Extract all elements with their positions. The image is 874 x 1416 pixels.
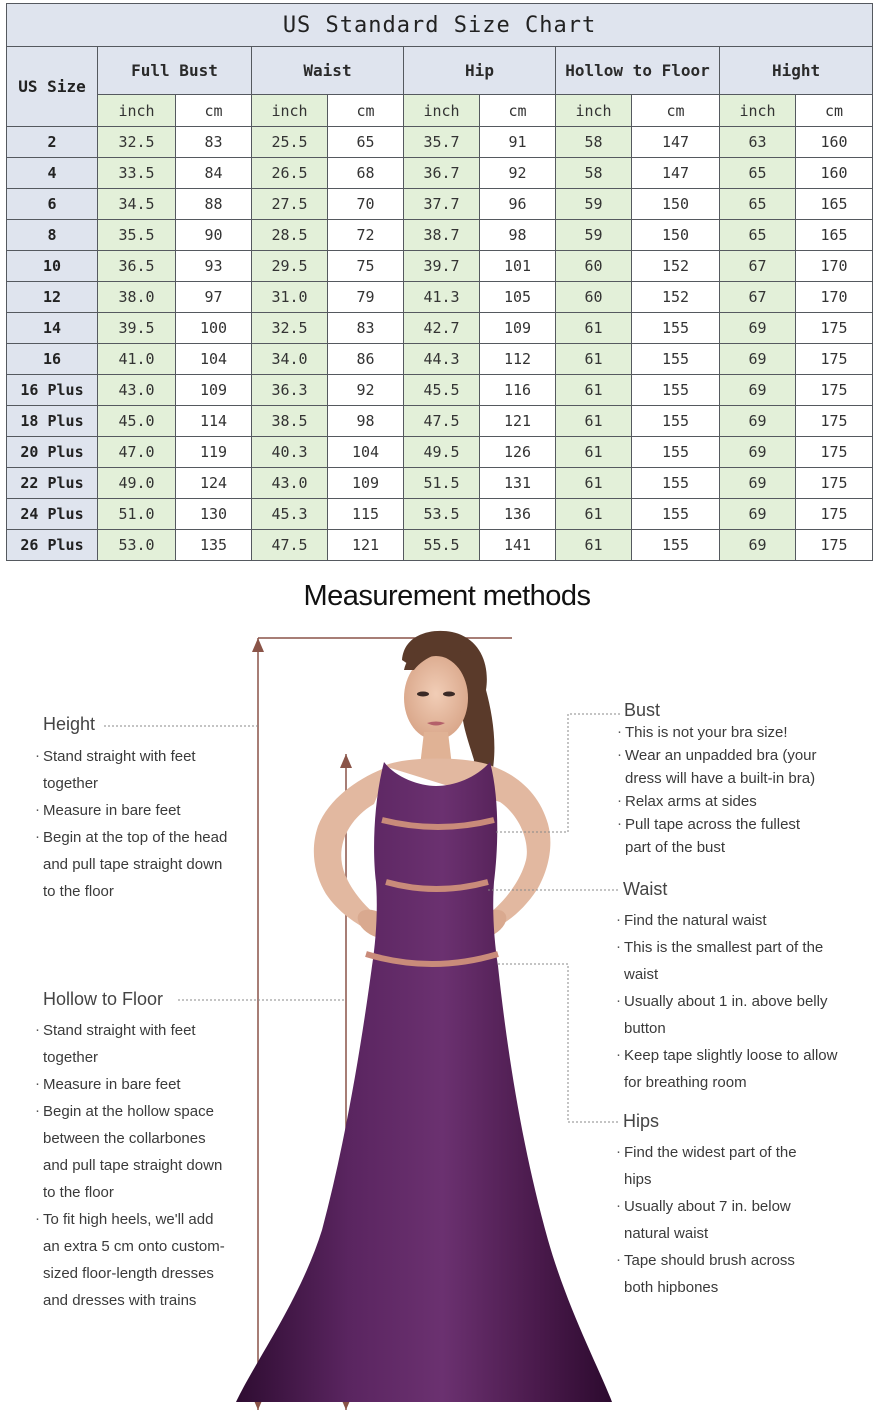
value-cell: 147 <box>632 158 720 189</box>
list-item: · Relax arms at sides <box>620 790 817 813</box>
table-row <box>7 406 873 437</box>
list-item: dress will have a built-in bra) <box>625 770 816 787</box>
size-cell: 10 <box>7 251 98 282</box>
height-arrow-top <box>252 638 264 652</box>
value-cell: 135 <box>176 530 252 561</box>
unit-header-cm: cm <box>328 95 404 127</box>
list-item: · This is not your bra size! <box>620 721 817 744</box>
value-cell: 36.5 <box>98 251 176 282</box>
value-cell: 41.0 <box>98 344 176 375</box>
unit-header-inch: inch <box>556 95 632 127</box>
list-item: · Stand straight with feet <box>38 1017 225 1044</box>
value-cell: 175 <box>796 499 873 530</box>
unit-header-cm: cm <box>632 95 720 127</box>
value-cell: 160 <box>796 127 873 158</box>
value-cell: 68 <box>328 158 404 189</box>
hips-heading: Hips <box>623 1111 660 1131</box>
value-cell: 61 <box>556 530 632 561</box>
list-item: · Stand straight with feet <box>38 743 227 770</box>
value-cell: 79 <box>328 282 404 313</box>
waist-heading: Waist <box>623 879 668 899</box>
value-cell: 69 <box>720 344 796 375</box>
size-chart-body <box>7 127 873 561</box>
value-cell: 155 <box>632 468 720 499</box>
value-cell: 119 <box>176 437 252 468</box>
value-cell: 175 <box>796 530 873 561</box>
us-size-header: US Size <box>7 47 98 127</box>
value-cell: 98 <box>328 406 404 437</box>
value-cell: 155 <box>632 406 720 437</box>
table-row <box>7 468 873 499</box>
list-item: natural waist <box>624 1225 709 1242</box>
value-cell: 42.7 <box>404 313 480 344</box>
value-cell: 155 <box>632 344 720 375</box>
value-cell: 109 <box>328 468 404 499</box>
value-cell: 27.5 <box>252 189 328 220</box>
value-cell: 112 <box>480 344 556 375</box>
bust-instructions <box>620 721 817 859</box>
value-cell: 26.5 <box>252 158 328 189</box>
value-cell: 97 <box>176 282 252 313</box>
list-item: together <box>43 1049 99 1066</box>
table-row <box>7 344 873 375</box>
value-cell: 37.7 <box>404 189 480 220</box>
table-row <box>7 375 873 406</box>
value-cell: 61 <box>556 375 632 406</box>
value-cell: 61 <box>556 468 632 499</box>
value-cell: 47.5 <box>252 530 328 561</box>
table-row <box>7 251 873 282</box>
value-cell: 155 <box>632 313 720 344</box>
value-cell: 36.7 <box>404 158 480 189</box>
value-cell: 175 <box>796 375 873 406</box>
value-cell: 69 <box>720 499 796 530</box>
value-cell: 41.3 <box>404 282 480 313</box>
table-row <box>7 530 873 561</box>
value-cell: 165 <box>796 189 873 220</box>
value-cell: 45.3 <box>252 499 328 530</box>
value-cell: 32.5 <box>98 127 176 158</box>
value-cell: 84 <box>176 158 252 189</box>
value-cell: 65 <box>720 220 796 251</box>
list-item: both hipbones <box>624 1279 719 1296</box>
list-item: · Keep tape slightly loose to allow <box>619 1042 837 1069</box>
value-cell: 38.0 <box>98 282 176 313</box>
value-cell: 155 <box>632 375 720 406</box>
list-item: · Measure in bare feet <box>38 1071 225 1098</box>
value-cell: 141 <box>480 530 556 561</box>
unit-header-inch: inch <box>98 95 176 127</box>
dress-shape <box>236 762 612 1402</box>
list-item: · This is the smallest part of the <box>619 934 837 961</box>
value-cell: 155 <box>632 530 720 561</box>
size-cell: 6 <box>7 189 98 220</box>
unit-header-cm: cm <box>796 95 873 127</box>
value-cell: 90 <box>176 220 252 251</box>
value-cell: 165 <box>796 220 873 251</box>
size-cell: 16 <box>7 344 98 375</box>
value-cell: 130 <box>176 499 252 530</box>
value-cell: 47.0 <box>98 437 176 468</box>
size-cell: 8 <box>7 220 98 251</box>
value-cell: 100 <box>176 313 252 344</box>
list-item: · Find the natural waist <box>619 907 837 934</box>
list-item: · Usually about 1 in. above belly <box>619 988 837 1015</box>
value-cell: 55.5 <box>404 530 480 561</box>
chart-title: US Standard Size Chart <box>7 4 873 47</box>
value-cell: 34.5 <box>98 189 176 220</box>
value-cell: 116 <box>480 375 556 406</box>
group-header-hight: Hight <box>720 47 873 95</box>
value-cell: 35.5 <box>98 220 176 251</box>
list-item: · To fit high heels, we'll add <box>38 1206 225 1233</box>
unit-header-cm: cm <box>480 95 556 127</box>
size-cell: 22 Plus <box>7 468 98 499</box>
value-cell: 92 <box>328 375 404 406</box>
size-cell: 26 Plus <box>7 530 98 561</box>
unit-header-inch: inch <box>404 95 480 127</box>
group-header-hollow-to-floor: Hollow to Floor <box>556 47 720 95</box>
table-row <box>7 282 873 313</box>
waist-instructions <box>619 907 837 1096</box>
value-cell: 131 <box>480 468 556 499</box>
value-cell: 104 <box>328 437 404 468</box>
value-cell: 105 <box>480 282 556 313</box>
value-cell: 28.5 <box>252 220 328 251</box>
height-heading: Height <box>43 714 96 734</box>
value-cell: 32.5 <box>252 313 328 344</box>
value-cell: 75 <box>328 251 404 282</box>
table-row <box>7 158 873 189</box>
value-cell: 72 <box>328 220 404 251</box>
value-cell: 60 <box>556 282 632 313</box>
measurement-figure <box>0 620 874 1416</box>
list-item: and dresses with trains <box>43 1292 197 1309</box>
value-cell: 83 <box>328 313 404 344</box>
value-cell: 60 <box>556 251 632 282</box>
value-cell: 53.5 <box>404 499 480 530</box>
list-item: and pull tape straight down <box>43 1157 223 1174</box>
value-cell: 43.0 <box>252 468 328 499</box>
value-cell: 150 <box>632 189 720 220</box>
table-row <box>7 499 873 530</box>
size-cell: 18 Plus <box>7 406 98 437</box>
value-cell: 51.5 <box>404 468 480 499</box>
group-header-waist: Waist <box>252 47 404 95</box>
value-cell: 83 <box>176 127 252 158</box>
value-cell: 91 <box>480 127 556 158</box>
table-row <box>7 313 873 344</box>
unit-header-inch: inch <box>252 95 328 127</box>
value-cell: 170 <box>796 251 873 282</box>
value-cell: 155 <box>632 499 720 530</box>
list-item: between the collarbones <box>43 1130 206 1147</box>
list-item: together <box>43 775 99 792</box>
value-cell: 69 <box>720 468 796 499</box>
table-row <box>7 437 873 468</box>
table-row <box>7 189 873 220</box>
value-cell: 114 <box>176 406 252 437</box>
unit-header-row <box>7 95 873 127</box>
value-cell: 175 <box>796 344 873 375</box>
value-cell: 175 <box>796 468 873 499</box>
value-cell: 29.5 <box>252 251 328 282</box>
value-cell: 38.5 <box>252 406 328 437</box>
size-cell: 14 <box>7 313 98 344</box>
value-cell: 61 <box>556 344 632 375</box>
list-item: for breathing room <box>624 1074 747 1091</box>
size-cell: 12 <box>7 282 98 313</box>
value-cell: 49.0 <box>98 468 176 499</box>
value-cell: 69 <box>720 530 796 561</box>
value-cell: 104 <box>176 344 252 375</box>
group-header-full-bust: Full Bust <box>98 47 252 95</box>
list-item: · Pull tape across the fullest <box>620 813 817 836</box>
value-cell: 160 <box>796 158 873 189</box>
value-cell: 175 <box>796 406 873 437</box>
value-cell: 88 <box>176 189 252 220</box>
unit-header-cm: cm <box>176 95 252 127</box>
value-cell: 63 <box>720 127 796 158</box>
list-item: to the floor <box>43 1184 114 1201</box>
value-cell: 92 <box>480 158 556 189</box>
value-cell: 51.0 <box>98 499 176 530</box>
list-item: · Usually about 7 in. below <box>619 1193 797 1220</box>
value-cell: 33.5 <box>98 158 176 189</box>
value-cell: 96 <box>480 189 556 220</box>
value-cell: 175 <box>796 437 873 468</box>
value-cell: 39.7 <box>404 251 480 282</box>
table-row <box>7 220 873 251</box>
value-cell: 47.5 <box>404 406 480 437</box>
measurement-methods-title: Measurement methods <box>303 580 591 612</box>
value-cell: 34.0 <box>252 344 328 375</box>
list-item: part of the bust <box>625 839 726 856</box>
size-chart-table <box>6 3 873 561</box>
value-cell: 121 <box>328 530 404 561</box>
list-item: · Tape should brush across <box>619 1247 797 1274</box>
value-cell: 109 <box>176 375 252 406</box>
value-cell: 67 <box>720 251 796 282</box>
value-cell: 121 <box>480 406 556 437</box>
value-cell: 101 <box>480 251 556 282</box>
list-item: · Begin at the hollow space <box>38 1098 225 1125</box>
hollow-heading: Hollow to Floor <box>43 989 164 1009</box>
value-cell: 69 <box>720 406 796 437</box>
list-item: an extra 5 cm onto custom- <box>43 1238 225 1255</box>
value-cell: 61 <box>556 437 632 468</box>
list-item: · Measure in bare feet <box>38 797 227 824</box>
value-cell: 38.7 <box>404 220 480 251</box>
hips-instructions <box>619 1139 797 1301</box>
list-item: · Find the widest part of the <box>619 1139 797 1166</box>
value-cell: 44.3 <box>404 344 480 375</box>
value-cell: 155 <box>632 437 720 468</box>
value-cell: 36.3 <box>252 375 328 406</box>
value-cell: 39.5 <box>98 313 176 344</box>
value-cell: 59 <box>556 189 632 220</box>
value-cell: 124 <box>176 468 252 499</box>
list-item: button <box>624 1020 666 1037</box>
value-cell: 58 <box>556 127 632 158</box>
size-cell: 2 <box>7 127 98 158</box>
size-cell: 4 <box>7 158 98 189</box>
list-item: hips <box>624 1171 652 1188</box>
unit-header-inch: inch <box>720 95 796 127</box>
value-cell: 109 <box>480 313 556 344</box>
value-cell: 98 <box>480 220 556 251</box>
value-cell: 45.5 <box>404 375 480 406</box>
value-cell: 43.0 <box>98 375 176 406</box>
value-cell: 59 <box>556 220 632 251</box>
list-item: to the floor <box>43 883 114 900</box>
bust-heading: Bust <box>624 700 661 720</box>
hollow-instructions <box>38 1017 225 1314</box>
value-cell: 86 <box>328 344 404 375</box>
value-cell: 61 <box>556 406 632 437</box>
group-header-hip: Hip <box>404 47 556 95</box>
list-item: · Wear an unpadded bra (your <box>620 744 817 767</box>
table-row <box>7 127 873 158</box>
value-cell: 126 <box>480 437 556 468</box>
value-cell: 136 <box>480 499 556 530</box>
value-cell: 147 <box>632 127 720 158</box>
value-cell: 152 <box>632 251 720 282</box>
value-cell: 65 <box>328 127 404 158</box>
list-item: sized floor-length dresses <box>43 1265 214 1282</box>
value-cell: 25.5 <box>252 127 328 158</box>
list-item: and pull tape straight down <box>43 856 223 873</box>
value-cell: 58 <box>556 158 632 189</box>
size-cell: 24 Plus <box>7 499 98 530</box>
value-cell: 70 <box>328 189 404 220</box>
value-cell: 53.0 <box>98 530 176 561</box>
value-cell: 31.0 <box>252 282 328 313</box>
value-cell: 175 <box>796 313 873 344</box>
size-cell: 16 Plus <box>7 375 98 406</box>
value-cell: 49.5 <box>404 437 480 468</box>
value-cell: 69 <box>720 313 796 344</box>
value-cell: 115 <box>328 499 404 530</box>
value-cell: 65 <box>720 189 796 220</box>
value-cell: 65 <box>720 158 796 189</box>
list-item: waist <box>624 966 659 983</box>
value-cell: 93 <box>176 251 252 282</box>
value-cell: 152 <box>632 282 720 313</box>
value-cell: 61 <box>556 499 632 530</box>
value-cell: 67 <box>720 282 796 313</box>
value-cell: 45.0 <box>98 406 176 437</box>
value-cell: 69 <box>720 437 796 468</box>
value-cell: 35.7 <box>404 127 480 158</box>
hollow-arrow-top <box>340 754 352 768</box>
value-cell: 61 <box>556 313 632 344</box>
list-item: · Begin at the top of the head <box>38 824 227 851</box>
value-cell: 40.3 <box>252 437 328 468</box>
size-cell: 20 Plus <box>7 437 98 468</box>
value-cell: 69 <box>720 375 796 406</box>
height-instructions <box>38 743 227 905</box>
value-cell: 170 <box>796 282 873 313</box>
value-cell: 150 <box>632 220 720 251</box>
